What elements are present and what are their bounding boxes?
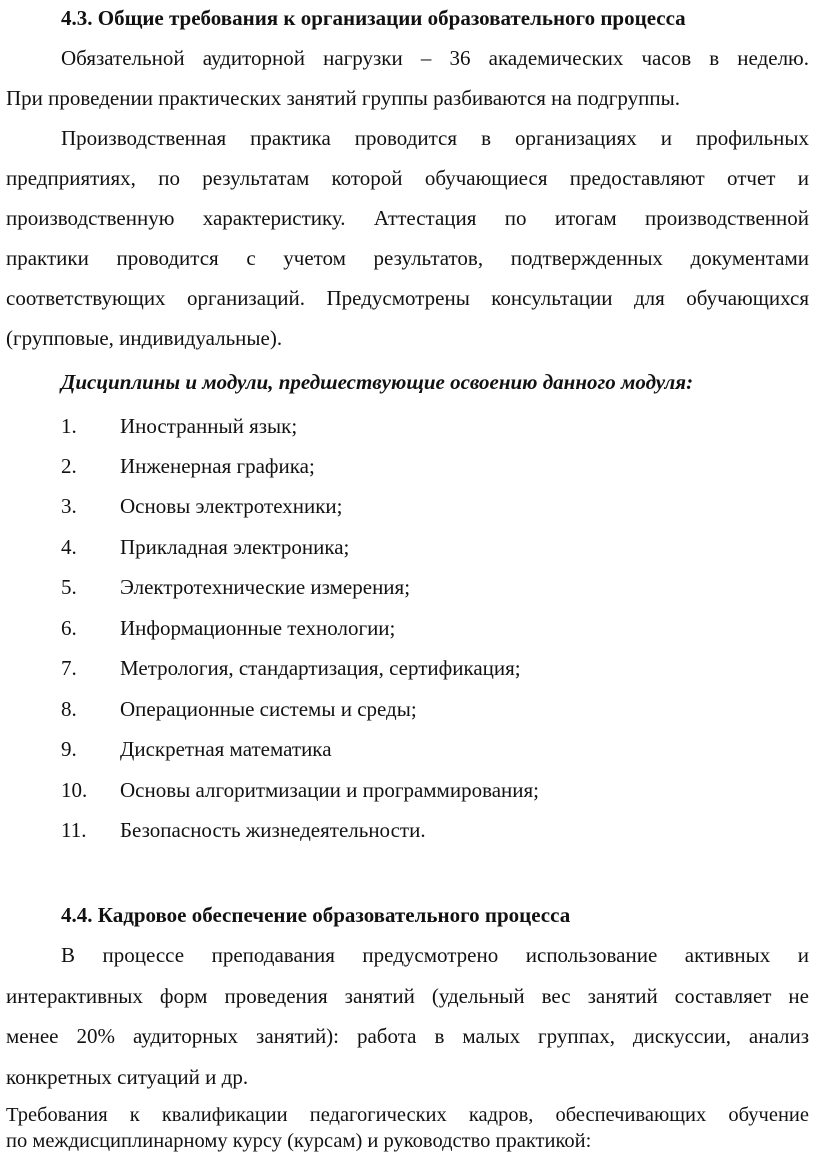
list-item-number: 2. [61,454,77,478]
list-item-text: Информационные технологии; [120,616,396,640]
disciplines-heading: Дисциплины и модули, предшествующие освоению данного модуля: [61,370,694,394]
paragraph-line: В процессе преподавания предусмотрено использование активных и [61,943,809,967]
list-item-number: 11. [61,818,87,842]
list-item-number: 9. [61,737,77,761]
list-item-number: 4. [61,535,77,559]
list-item-number: 10. [61,778,88,802]
list-item-text: Дискретная математика [120,737,332,761]
list-item-text: Операционные системы и среды; [120,697,417,721]
paragraph-line: интерактивных форм проведения занятий (удельный вес занятий составляет не [6,984,809,1008]
list-item-number: 3. [61,494,77,518]
paragraph-line: соответствующих организаций. Предусмотрены консультации для обучающихся [6,286,809,310]
section-heading-4-4: 4.4. Кадровое обеспечение образовательного процесса [61,903,571,927]
paragraph-line: практики проводится с учетом результатов, подтвержденных документами [6,246,809,270]
paragraph-line: конкретных ситуаций и др. [6,1065,249,1089]
paragraph-line: предприятиях, по результатам которой обучающиеся предоставляют отчет и [6,166,809,190]
paragraph-line: производственную характеристику. Аттестация по итогам производственной [6,206,809,230]
list-item-number: 1. [61,414,77,438]
list-item-text: Иностранный язык; [120,414,298,438]
list-item-text: Метрология, стандартизация, сертификация; [120,656,521,680]
paragraph-line: по междисциплинарному курсу (курсам) и руководство практикой: [6,1130,592,1152]
section-heading-4-3: 4.3. Общие требования к организации образовательного процесса [61,6,686,30]
paragraph-line: Производственная практика проводится в организациях и профильных [61,126,809,150]
list-item-text: Основы алгоритмизации и программирования; [120,778,540,802]
paragraph-line: Требования к квалификации педагогических кадров, обеспечивающих обучение [6,1104,809,1126]
paragraph-line: При проведении практических занятий группы разбиваются на подгруппы. [6,86,680,110]
list-item-number: 7. [61,656,77,680]
list-item-text: Инженерная графика; [120,454,315,478]
list-item-number: 8. [61,697,77,721]
list-item-number: 6. [61,616,77,640]
list-item-number: 5. [61,575,77,599]
paragraph-line: менее 20% аудиторных занятий): работа в малых группах, дискуссии, анализ [6,1024,809,1048]
list-item-text: Безопасность жизнедеятельности. [120,818,426,842]
list-item-text: Основы электротехники; [120,494,343,518]
list-item-text: Прикладная электроника; [120,535,350,559]
paragraph-line: Обязательной аудиторной нагрузки – 36 академических часов в неделю. [61,46,809,70]
paragraph-line: (групповые, индивидуальные). [6,326,283,350]
list-item-text: Электротехнические измерения; [120,575,411,599]
